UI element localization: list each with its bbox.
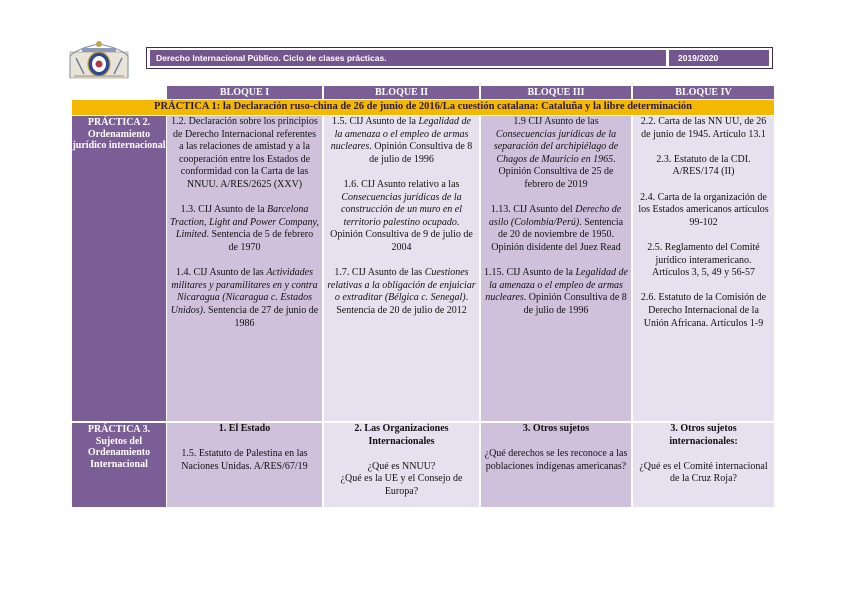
section-line: ¿Qué es la UE y el Consejo de Europa? <box>340 473 463 497</box>
section-heading: 2. Las Organizaciones Internacionales <box>354 423 449 447</box>
section-line: ¿Qué es el Comité internacional de la Cruz Roja? <box>639 460 768 485</box>
reading-item: 1.5. CIJ Asunto de la Legalidad de la amenaza o el empleo de armas nucleares. Opinión Consultiva de 8 de julio de 1996 <box>330 116 473 165</box>
section-line: ¿Qué es NNUU? <box>367 460 436 472</box>
column-header-row <box>72 86 774 100</box>
university-seal-icon <box>68 38 130 80</box>
practice-2-bloque-2 <box>324 116 479 421</box>
reading-item: 2.6. Estatuto de la Comisión de Derecho Internacional de la Unión Africana. Artículos 1-9 <box>640 292 767 329</box>
section-line: 1.5. Estatuto de Palestina en las Naciones Unidas. A/RES/67/19 <box>181 448 308 472</box>
practice-2-bloque-1 <box>167 116 322 421</box>
column-header: BLOQUE IV <box>633 86 774 99</box>
column-header: BLOQUE III <box>481 86 631 99</box>
practice-3-row <box>72 423 774 507</box>
reading-item: 2.3. Estatuto de la CDI. A/RES/174 (II) <box>656 153 751 178</box>
reading-item: 1.6. CIJ Asunto relativo a las Consecuencias jurídicas de la construcción de un muro en el territorio palestino ocupado. Opinión Consultiva de 9 de julio de 2004 <box>330 178 473 253</box>
reading-item: 1.15. CIJ Asunto de la Legalidad de la amenaza o el empleo de armas nucleares. Opinión Consultiva de 8 de julio de 1996 <box>484 267 628 316</box>
practice-2-bloque-4 <box>633 116 774 421</box>
reading-item: 1.7. CIJ Asunto de las Cuestiones relativas a la obligación de enjuiciar o extraditar (Bélgica c. Senegal). Sentencia de 20 de julio de 2012 <box>327 267 476 316</box>
column-header: BLOQUE II <box>324 86 479 99</box>
reading-item: 1.3. CIJ Asunto de la Barcelona Traction, Light and Power Company, Limited. Sentencia de 5 de febrero de 1970 <box>170 204 319 253</box>
reading-item: 2.2. Carta de las NN UU, de 26 de junio de 1945. Artículo 13.1 <box>640 116 767 140</box>
header-bar <box>146 47 773 69</box>
column-header: BLOQUE I <box>167 86 322 99</box>
reading-item: 1.13. CIJ Asunto del Derecho de asilo (Colombia/Perú). Sentencia de 20 de noviembre de 1950. Opinión disidente del Juez Read <box>488 204 624 253</box>
practice-3-label: PRÁCTICA 3. Sujetos del Ordenamiento Internacional <box>72 423 166 507</box>
reading-item: 2.5. Reglamento del Comité jurídico interamericano. Artículos 3, 5, 49 y 56-57 <box>647 241 760 279</box>
practice-2-bloque-3 <box>481 116 631 421</box>
practice-3-bloque-3 <box>481 423 631 507</box>
practice-3-bloque-4 <box>633 423 774 507</box>
reading-item: 2.4. Carta de la organización de los Estados americanos artículos 99-102 <box>638 191 769 228</box>
section-heading: 3. Otros sujetos internacionales: <box>669 423 738 447</box>
practice-3-bloque-1 <box>167 423 322 507</box>
practice-1-banner: PRÁCTICA 1: la Declaración ruso-china de 26 de junio de 2016/La cuestión catalana: Cataluña y la libre determinación <box>72 100 774 115</box>
practice-2-row <box>72 116 774 421</box>
practice-3-bloque-2 <box>324 423 479 507</box>
course-title: Derecho Internacional Público. Ciclo de clases prácticas. <box>156 53 387 63</box>
section-heading: 1. El Estado <box>218 423 271 434</box>
reading-item: 1.2. Declaración sobre los principios de Derecho Internacional referentes a las relaciones de amistad y a la cooperación entre los Estados de conformidad con la Carta de las NNUU. A/RES/2625 (XXV) <box>171 116 318 190</box>
section-heading: 3. Otros sujetos <box>522 423 590 434</box>
academic-year: 2019/2020 <box>678 53 719 63</box>
section-line: ¿Qué derechos se les reconoce a las poblaciones indígenas americanas? <box>484 448 628 472</box>
reading-item: 1.9 CIJ Asunto de las Consecuencias jurídicas de la separación del archipiélago de Chagos de Mauricio en 1965. Opinión Consultiva de 25 de febrero de 2019 <box>493 116 619 190</box>
practice-2-label: PRÁCTICA 2. Ordenamiento jurídico internacional <box>72 116 166 421</box>
reading-item: 1.4. CIJ Asunto de las Actividades militares y paramilitares en y contra Nicaragua (Nicaragua c. Estados Unidos). Sentencia de 27 de junio de 1986 <box>170 267 319 329</box>
